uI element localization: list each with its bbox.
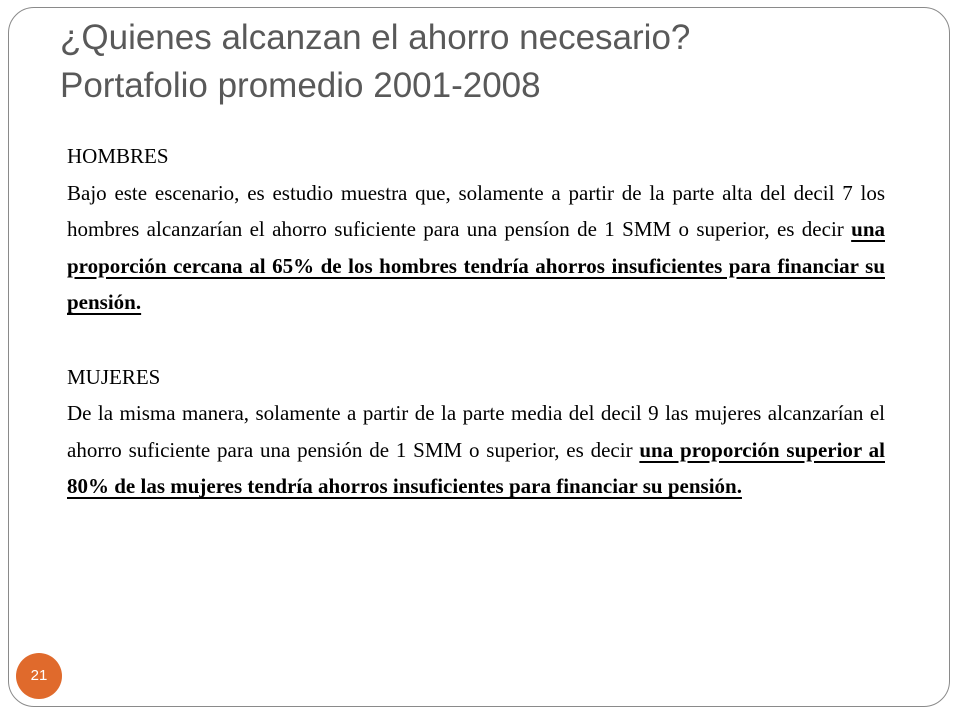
mujeres-heading: MUJERES [67, 364, 161, 389]
mujeres-text: De la misma manera, solamente a partir de la parte media del decil 9 las mujeres alcanzarían el ahorro suficiente para una pensión de 1 SMM o superior, es decir [67, 401, 885, 462]
section-spacer [67, 321, 885, 359]
section-mujeres [67, 359, 885, 505]
mujeres-emphasis: una proporción superior al 80% de las mujeres tendría ahorros insuficientes para financiar su pensión. [67, 437, 885, 498]
slide-title [60, 14, 920, 110]
section-hombres [67, 138, 885, 321]
page-number-badge: 21 [16, 653, 62, 699]
hombres-paragraph [67, 175, 885, 321]
slide-body [67, 138, 885, 505]
hombres-emphasis: una proporción cercana al 65% de los hombres tendría ahorros insuficientes para financiar su pensión. [67, 217, 885, 314]
title-line-2: Portafolio promedio 2001-2008 [60, 66, 541, 105]
mujeres-paragraph [67, 395, 885, 505]
title-line-1: ¿Quienes alcanzan el ahorro necesario? [60, 18, 691, 57]
hombres-heading: HOMBRES [67, 144, 169, 168]
hombres-text: Bajo este escenario, es estudio muestra que, solamente a partir de la parte alta del decil 7 los hombres alcanzarían el ahorro suficiente para una pensíon de 1 SMM o superior, es decir [67, 180, 885, 241]
